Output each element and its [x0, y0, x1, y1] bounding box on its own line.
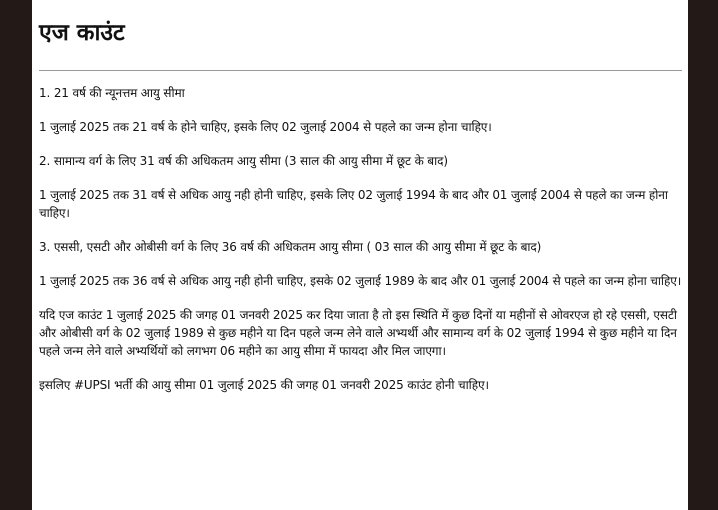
paragraph-min-age-detail: 1 जुलाई 2025 तक 21 वर्ष के होने चाहिए, इसके लिए 02 जुलाई 2004 से पहले का जन्म होना चाहिए। [39, 120, 492, 134]
paragraph-general-max-age-detail: 1 जुलाई 2025 तक 31 वर्ष से अधिक आयु नही होनी चाहिए, इसके लिए 02 जुलाई 1994 के बाद और 01 जुलाई 2004 से पहले का जन्म होना चाहिए। [39, 188, 668, 220]
document-page [32, 0, 688, 510]
paragraph-min-age-heading: 1. 21 वर्ष की न्यूनत्तम आयु सीमा [39, 86, 185, 100]
paragraph-reserved-max-age-heading: 3. एससी, एसटी और ओबीसी वर्ग के लिए 36 वर्ष की अधिकतम आयु सीमा ( 03 साल की आयु सीमा में छूट के बाद) [39, 240, 542, 254]
title-divider [39, 70, 682, 71]
paragraph-conclusion: इसलिए #UPSI भर्ती की आयु सीमा 01 जुलाई 2025 की जगह 01 जनवरी 2025 काउंट होनी चाहिए। [39, 378, 489, 392]
document-content [39, 0, 682, 394]
page-title: एज काउंट [39, 20, 125, 46]
paragraph-benefit-explanation: यदि एज काउंट 1 जुलाई 2025 की जगह 01 जनवरी 2025 कर दिया जाता है तो इस स्थिति में कुछ दिनों या महीनों से ओवरएज हो रहे एससी, एसटी और ओबीसी वर्ग के 02 जुलाई 1989 से कुछ महीने या दिन पहले जन्म लेने वाले अभ्यर्थी और सामान्य वर्ग के 02 जुलाई 1994 से कुछ महीने या दिन पहले जन्म लेने वाले अभ्यर्थियों को लगभग 06 महीने का आयु सीमा में फायदा और मिल जाएगा। [39, 308, 677, 358]
paragraph-reserved-max-age-detail: 1 जुलाई 2025 तक 36 वर्ष से अधिक आयु नही होनी चाहिए, इसके 02 जुलाई 1989 के बाद और 01 जुलाई 2004 से पहले का जन्म होना चाहिए। [39, 274, 682, 288]
paragraph-general-max-age-heading: 2. सामान्य वर्ग के लिए 31 वर्ष की अधिकतम आयु सीमा (3 साल की आयु सीमा में छूट के बाद) [39, 154, 448, 168]
